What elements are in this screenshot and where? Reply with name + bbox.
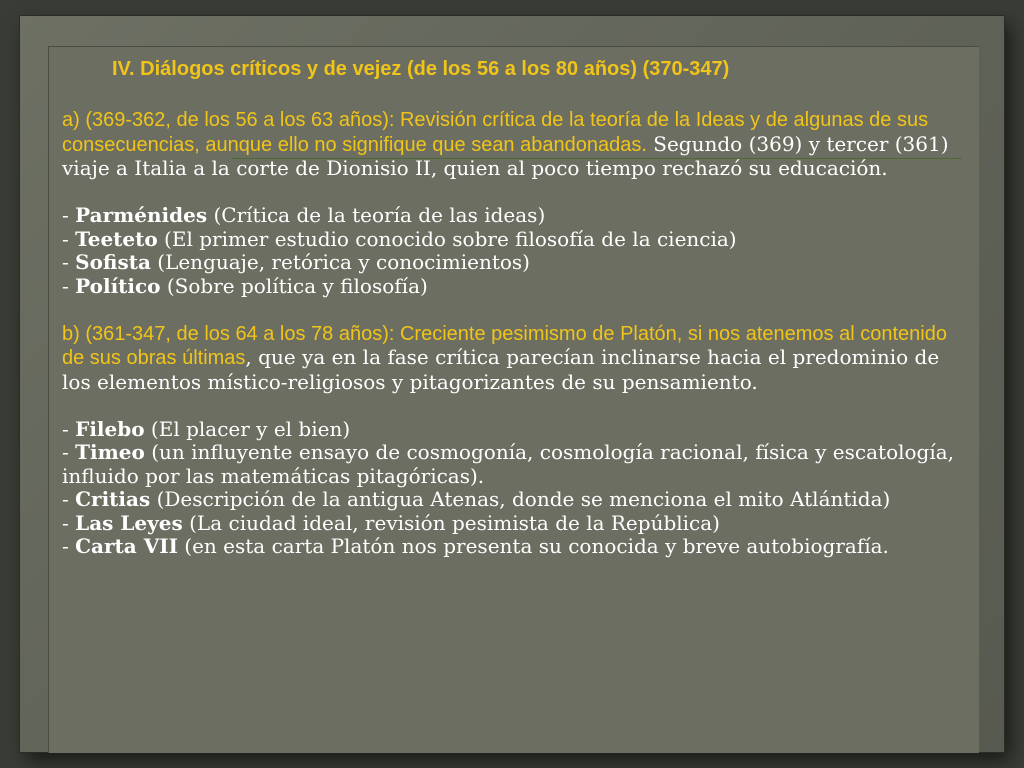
dialogue-name: Critias [75,487,151,511]
dialogue-item [62,488,974,512]
dash: - [62,273,76,298]
dialogue-item [62,418,974,442]
section-b [62,322,974,395]
dialogue-name: Las Leyes [75,510,183,535]
section-a-text: Segundo (369) y tercer (361) viaje a Italia a la corte de Dionisio II, quien al poco tiempo rechazó su educación. [62,131,949,180]
dialogue-name: Sofista [75,250,151,274]
dialogue-name: Carta VII [75,534,178,558]
dialogue-item [62,228,974,252]
dialogue-name: Teeteto [75,226,158,251]
dialogue-name: Político [75,273,161,298]
dialogue-item [62,535,974,559]
section-b-heading: b) (361-347, de los 64 a los 78 años): Creciente pesimismo de Platón, si nos atenemos al contenido de sus obras últimas [62,322,947,369]
dialogue-desc: (Lenguaje, retórica y conocimientos) [150,250,530,274]
section-b-text: , que ya en la fase crítica parecían inclinarse hacia el predominio de los elementos místico-religiosos y pitagorizantes de su pensamiento. [62,345,940,394]
dialogue-item [62,441,974,488]
dialogue-name: Timeo [75,440,145,464]
dash: - [62,203,76,227]
dash: - [62,416,76,441]
dialogue-desc: (Descripción de la antigua Atenas, donde se menciona el mito Atlántida) [150,487,891,511]
section-a [62,108,974,181]
dialogue-item [62,512,974,536]
dash: - [62,440,76,464]
dialogue-desc: (El primer estudio conocido sobre filosofía de la ciencia) [157,226,737,251]
dialogue-desc: (un influyente ensayo de cosmogonía, cosmología racional, física y escatología, influido por las matemáticas pitagóricas). [62,440,955,488]
dialogue-name: Parménides [75,203,208,227]
section-a-heading: a) (369-362, de los 56 a los 63 años): Revisión crítica de la teoría de la Ideas y de algunas de sus consecuencias, aunque ello no signifique que sean abandonadas. [62,109,929,156]
dash: - [62,534,76,558]
dialogue-name: Filebo [75,416,145,441]
dialogue-item [62,275,974,299]
dash: - [62,510,76,535]
dash: - [62,487,76,511]
dash: - [62,226,76,251]
dialogue-desc: (Crítica de la teoría de las ideas) [207,203,546,227]
slide-body [62,108,974,559]
slide-title: IV. Diálogos críticos y de vejez (de los 56 a los 80 años) (370-347) [112,58,730,80]
dialogue-desc: (en esta carta Platón nos presenta su conocida y breve autobiografía. [177,534,889,558]
dialogue-item [62,204,974,228]
dialogue-desc: (La ciudad ideal, revisión pesimista de la República) [182,510,720,535]
dialogue-desc: (Sobre política y filosofía) [160,273,428,298]
dialogue-desc: (El placer y el bien) [144,416,351,441]
dash: - [62,250,76,274]
dialogue-item [62,251,974,275]
